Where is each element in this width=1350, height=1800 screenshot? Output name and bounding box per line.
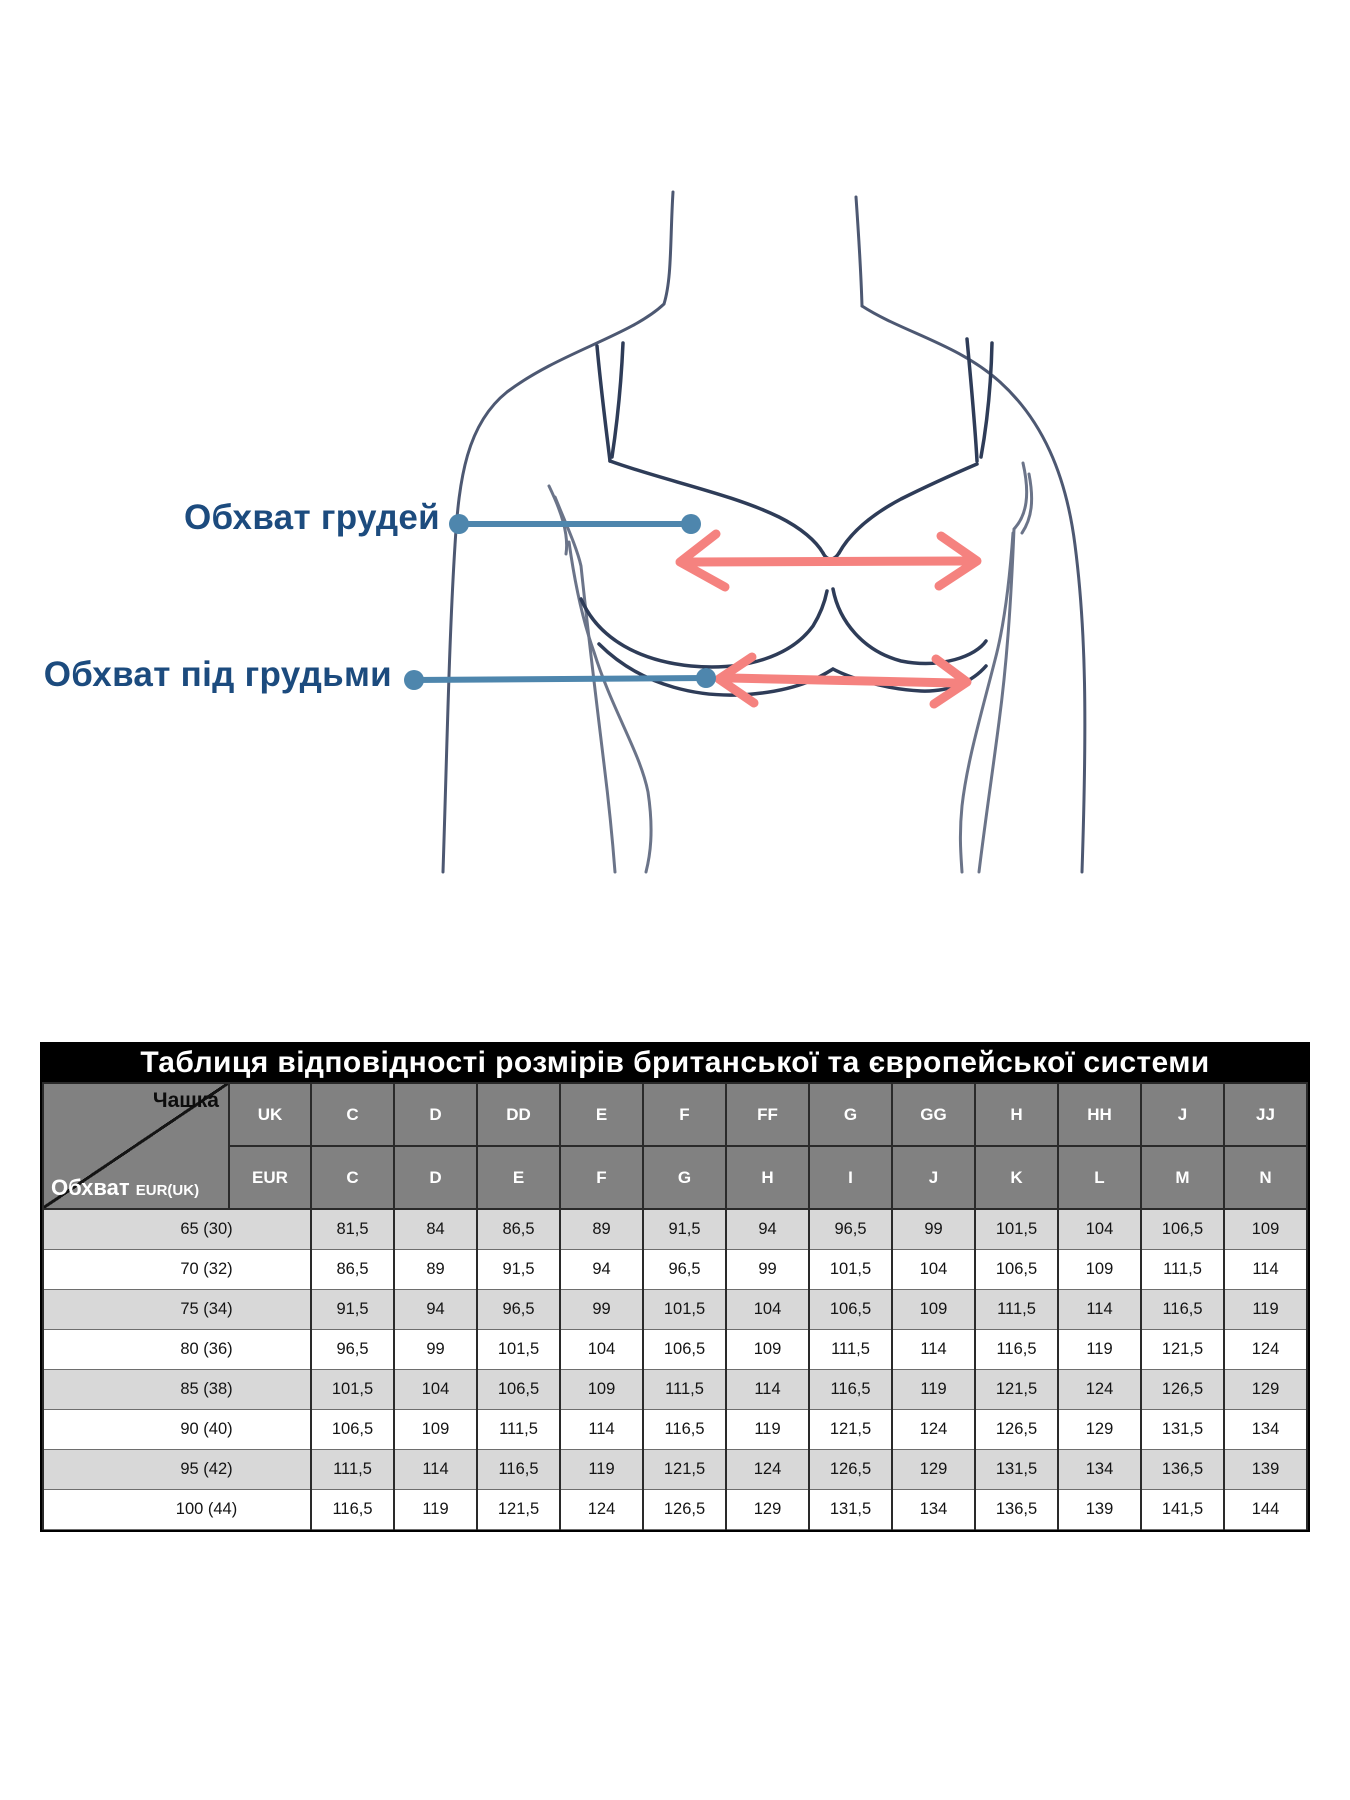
bust-value-cell: 84	[394, 1209, 477, 1249]
bust-value-cell: 106,5	[311, 1409, 394, 1449]
bust-value-cell: 109	[726, 1329, 809, 1369]
bust-value-cell: 91,5	[311, 1289, 394, 1329]
bust-value-cell: 96,5	[643, 1249, 726, 1289]
bust-value-cell: 116,5	[477, 1449, 560, 1489]
bust-value-cell: 131,5	[1141, 1409, 1224, 1449]
uk-cup-header-cell: H	[975, 1083, 1058, 1146]
bust-value-cell: 129	[892, 1449, 975, 1489]
bust-value-cell: 104	[892, 1249, 975, 1289]
bust-value-cell: 91,5	[643, 1209, 726, 1249]
bust-value-cell: 124	[560, 1489, 643, 1529]
uk-cup-header-cell: F	[643, 1083, 726, 1146]
uk-cup-header-cell: J	[1141, 1083, 1224, 1146]
bust-value-cell: 106,5	[975, 1249, 1058, 1289]
bust-value-cell: 111,5	[809, 1329, 892, 1369]
uk-cup-header-cell: HH	[1058, 1083, 1141, 1146]
band-size-cell: 65 (30)	[43, 1209, 311, 1249]
bust-value-cell: 104	[560, 1329, 643, 1369]
bust-value-cell: 104	[726, 1289, 809, 1329]
eur-cup-header-cell: C	[311, 1146, 394, 1209]
size-row	[43, 1329, 1307, 1369]
eur-cup-header-cell: I	[809, 1146, 892, 1209]
underbust-label: Обхват під грудьми	[43, 655, 392, 694]
size-table	[40, 1042, 1310, 1532]
band-size-cell: 100 (44)	[43, 1489, 311, 1529]
connector-dot	[681, 514, 701, 534]
uk-cup-row	[43, 1083, 1307, 1146]
bust-value-cell: 101,5	[643, 1289, 726, 1329]
size-row	[43, 1289, 1307, 1329]
corner-cell	[43, 1083, 229, 1209]
band-size-cell: 70 (32)	[43, 1249, 311, 1289]
bust-value-cell: 114	[892, 1329, 975, 1369]
uk-cup-header-cell: FF	[726, 1083, 809, 1146]
bust-value-cell: 124	[892, 1409, 975, 1449]
bust-value-cell: 121,5	[477, 1489, 560, 1529]
bust-value-cell: 129	[1058, 1409, 1141, 1449]
size-row	[43, 1369, 1307, 1409]
bust-value-cell: 124	[1058, 1369, 1141, 1409]
bust-value-cell: 114	[1224, 1249, 1307, 1289]
bust-value-cell: 119	[726, 1409, 809, 1449]
bust-value-cell: 104	[1058, 1209, 1141, 1249]
bust-value-cell: 101,5	[477, 1329, 560, 1369]
size-row	[43, 1489, 1307, 1529]
band-size-cell: 85 (38)	[43, 1369, 311, 1409]
size-row	[43, 1449, 1307, 1489]
band-axis-label: Обхват EUR(UK)	[51, 1175, 200, 1200]
bust-value-cell: 114	[726, 1369, 809, 1409]
bra-drawing	[581, 339, 992, 695]
connector-dot	[449, 514, 469, 534]
bust-value-cell: 119	[892, 1369, 975, 1409]
bust-value-cell: 126,5	[1141, 1369, 1224, 1409]
bust-value-cell: 109	[1058, 1249, 1141, 1289]
bust-value-cell: 144	[1224, 1489, 1307, 1529]
uk-cup-header-cell: D	[394, 1083, 477, 1146]
bust-value-cell: 94	[560, 1249, 643, 1289]
eur-cup-header-cell: K	[975, 1146, 1058, 1209]
size-row	[43, 1409, 1307, 1449]
bust-value-cell: 134	[892, 1489, 975, 1529]
size-grid	[42, 1082, 1308, 1530]
uk-cup-header-cell: C	[311, 1083, 394, 1146]
bust-value-cell: 99	[394, 1329, 477, 1369]
bust-value-cell: 121,5	[643, 1449, 726, 1489]
bust-value-cell: 126,5	[975, 1409, 1058, 1449]
bust-value-cell: 99	[726, 1249, 809, 1289]
bust-value-cell: 119	[394, 1489, 477, 1529]
bust-value-cell: 126,5	[643, 1489, 726, 1529]
bust-value-cell: 106,5	[809, 1289, 892, 1329]
bust-value-cell: 106,5	[643, 1329, 726, 1369]
uk-cup-header-cell: E	[560, 1083, 643, 1146]
cup-axis-label: Чашка	[152, 1089, 219, 1112]
bust-value-cell: 96,5	[477, 1289, 560, 1329]
bust-arrow	[680, 534, 977, 587]
band-size-cell: 75 (34)	[43, 1289, 311, 1329]
bust-value-cell: 109	[1224, 1209, 1307, 1249]
bust-value-cell: 131,5	[809, 1489, 892, 1529]
uk-cup-header-cell: GG	[892, 1083, 975, 1146]
bust-value-cell: 106,5	[477, 1369, 560, 1409]
bust-value-cell: 109	[394, 1409, 477, 1449]
size-row	[43, 1209, 1307, 1249]
bust-value-cell: 109	[560, 1369, 643, 1409]
bust-value-cell: 141,5	[1141, 1489, 1224, 1529]
eur-system-cell: EUR	[229, 1146, 311, 1209]
band-size-cell: 95 (42)	[43, 1449, 311, 1489]
bust-value-cell: 101,5	[975, 1209, 1058, 1249]
bust-value-cell: 121,5	[975, 1369, 1058, 1409]
bust-connector-line	[449, 514, 701, 534]
bust-value-cell: 111,5	[311, 1449, 394, 1489]
bust-value-cell: 134	[1058, 1449, 1141, 1489]
bust-value-cell: 96,5	[809, 1209, 892, 1249]
uk-system-cell: UK	[229, 1083, 311, 1146]
bust-label: Обхват грудей	[183, 498, 440, 537]
bust-value-cell: 116,5	[1141, 1289, 1224, 1329]
uk-cup-header-cell: G	[809, 1083, 892, 1146]
bust-value-cell: 116,5	[975, 1329, 1058, 1369]
eur-cup-header-cell: D	[394, 1146, 477, 1209]
bust-value-cell: 99	[892, 1209, 975, 1249]
bust-value-cell: 119	[1224, 1289, 1307, 1329]
size-row	[43, 1249, 1307, 1289]
bust-value-cell: 116,5	[311, 1489, 394, 1529]
eur-cup-row	[43, 1146, 1307, 1209]
bust-value-cell: 116,5	[809, 1369, 892, 1409]
eur-cup-header-cell: M	[1141, 1146, 1224, 1209]
eur-cup-header-cell: F	[560, 1146, 643, 1209]
bust-value-cell: 109	[892, 1289, 975, 1329]
bust-value-cell: 111,5	[477, 1409, 560, 1449]
bust-value-cell: 139	[1058, 1489, 1141, 1529]
torso-outline-drawing	[443, 192, 1085, 872]
eur-cup-header-cell: E	[477, 1146, 560, 1209]
bust-value-cell: 119	[1058, 1329, 1141, 1369]
eur-cup-header-cell: L	[1058, 1146, 1141, 1209]
bust-value-cell: 86,5	[311, 1249, 394, 1289]
bust-value-cell: 124	[1224, 1329, 1307, 1369]
bust-value-cell: 114	[394, 1449, 477, 1489]
bust-value-cell: 94	[726, 1209, 809, 1249]
bust-value-cell: 134	[1224, 1409, 1307, 1449]
bust-value-cell: 119	[560, 1449, 643, 1489]
bust-value-cell: 111,5	[1141, 1249, 1224, 1289]
eur-cup-header-cell: J	[892, 1146, 975, 1209]
connector-dot	[696, 668, 716, 688]
eur-cup-header-cell: H	[726, 1146, 809, 1209]
bust-value-cell: 99	[560, 1289, 643, 1329]
bust-value-cell: 126,5	[809, 1449, 892, 1489]
bust-value-cell: 114	[1058, 1289, 1141, 1329]
bust-value-cell: 124	[726, 1449, 809, 1489]
bust-value-cell: 104	[394, 1369, 477, 1409]
connector-dot	[404, 670, 424, 690]
bust-value-cell: 81,5	[311, 1209, 394, 1249]
bust-value-cell: 86,5	[477, 1209, 560, 1249]
bust-value-cell: 129	[726, 1489, 809, 1529]
bust-value-cell: 116,5	[643, 1409, 726, 1449]
bust-value-cell: 111,5	[975, 1289, 1058, 1329]
bust-value-cell: 136,5	[1141, 1449, 1224, 1489]
uk-cup-header-cell: JJ	[1224, 1083, 1307, 1146]
bust-value-cell: 129	[1224, 1369, 1307, 1409]
eur-cup-header-cell: G	[643, 1146, 726, 1209]
bust-value-cell: 131,5	[975, 1449, 1058, 1489]
bust-value-cell: 89	[394, 1249, 477, 1289]
table-title: Таблиця відповідності розмірів британської та європейської системи	[42, 1044, 1308, 1082]
eur-cup-header-cell: N	[1224, 1146, 1307, 1209]
bust-value-cell: 94	[394, 1289, 477, 1329]
band-size-cell: 90 (40)	[43, 1409, 311, 1449]
bust-value-cell: 106,5	[1141, 1209, 1224, 1249]
bust-value-cell: 96,5	[311, 1329, 394, 1369]
bust-value-cell: 114	[560, 1409, 643, 1449]
uk-cup-header-cell: DD	[477, 1083, 560, 1146]
bust-value-cell: 101,5	[311, 1369, 394, 1409]
bust-value-cell: 139	[1224, 1449, 1307, 1489]
bust-value-cell: 121,5	[1141, 1329, 1224, 1369]
band-size-cell: 80 (36)	[43, 1329, 311, 1369]
bust-value-cell: 89	[560, 1209, 643, 1249]
bust-value-cell: 111,5	[643, 1369, 726, 1409]
bust-value-cell: 121,5	[809, 1409, 892, 1449]
bust-value-cell: 101,5	[809, 1249, 892, 1289]
bust-value-cell: 136,5	[975, 1489, 1058, 1529]
bust-value-cell: 91,5	[477, 1249, 560, 1289]
